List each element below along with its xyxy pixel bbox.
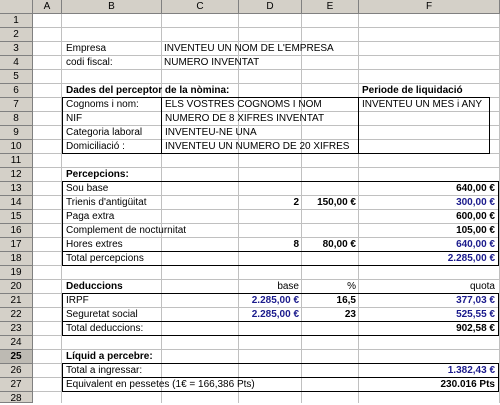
- row-header-6[interactable]: 6: [0, 84, 33, 98]
- row-header-12[interactable]: 12: [0, 168, 33, 182]
- earning-unit-price[interactable]: 80,00 €: [322, 239, 356, 250]
- deductions-header-quota[interactable]: quota: [469, 281, 495, 292]
- row-header-25[interactable]: 25: [0, 350, 33, 364]
- border: [62, 97, 63, 154]
- deduction-base[interactable]: 2.285,00 €: [251, 309, 299, 320]
- deduction-label[interactable]: IRPF: [66, 295, 89, 306]
- earning-amount[interactable]: 300,00 €: [456, 197, 495, 208]
- deductions-section-title[interactable]: Deduccions: [66, 281, 123, 292]
- border: [62, 181, 63, 266]
- border: [62, 363, 63, 392]
- deductions-header-base[interactable]: base: [277, 281, 299, 292]
- earning-amount[interactable]: 105,00 €: [456, 225, 495, 236]
- row-header-26[interactable]: 26: [0, 364, 33, 378]
- row-header-19[interactable]: 19: [0, 266, 33, 280]
- nif-value[interactable]: NUMERO DE 8 XIFRES INVENTAT: [165, 113, 325, 124]
- earning-label[interactable]: Sou base: [66, 183, 109, 194]
- company-label[interactable]: Empresa: [66, 43, 107, 54]
- column-header-c[interactable]: C: [162, 0, 239, 14]
- row-header-8[interactable]: 8: [0, 112, 33, 126]
- border: [498, 181, 499, 266]
- row-header-2[interactable]: 2: [0, 28, 33, 42]
- earnings-section-title[interactable]: Percepcions:: [66, 169, 129, 180]
- deduction-base[interactable]: 2.285,00 €: [251, 295, 299, 306]
- row-header-10[interactable]: 10: [0, 140, 33, 154]
- tax-code-value[interactable]: NUMERO INVENTAT: [164, 57, 260, 68]
- name-value[interactable]: ELS VOSTRES COGNOMS I NOM: [165, 99, 322, 110]
- row-header-28[interactable]: 28: [0, 392, 33, 403]
- total-earnings-amount[interactable]: 2.285,00 €: [447, 253, 495, 264]
- border: [358, 97, 359, 154]
- earning-label[interactable]: Trienis d'antigüitat: [66, 197, 147, 208]
- deduction-quota[interactable]: 525,55 €: [456, 309, 495, 320]
- category-label[interactable]: Categoria laboral: [66, 127, 143, 138]
- row-header-24[interactable]: 24: [0, 336, 33, 350]
- total-deductions-label[interactable]: Total deduccions:: [66, 323, 144, 334]
- row-header-7[interactable]: 7: [0, 98, 33, 112]
- row-header-5[interactable]: 5: [0, 70, 33, 84]
- recipient-section-title[interactable]: Dades del perceptor de la nòmina:: [66, 85, 230, 96]
- name-label[interactable]: Cognoms i nom:: [66, 99, 139, 110]
- nif-label[interactable]: NIF: [66, 113, 83, 124]
- deductions-header-percent[interactable]: %: [347, 281, 356, 292]
- earning-quantity[interactable]: 2: [293, 197, 299, 208]
- row-header-20[interactable]: 20: [0, 280, 33, 294]
- deduction-quota[interactable]: 377,03 €: [456, 295, 495, 306]
- earning-amount[interactable]: 640,00 €: [456, 239, 495, 250]
- row-header-23[interactable]: 23: [0, 322, 33, 336]
- border: [498, 293, 499, 336]
- earning-quantity[interactable]: 8: [293, 239, 299, 250]
- row-header-15[interactable]: 15: [0, 210, 33, 224]
- row-header-14[interactable]: 14: [0, 196, 33, 210]
- border: [498, 363, 499, 392]
- row-header-16[interactable]: 16: [0, 224, 33, 238]
- earning-amount[interactable]: 600,00 €: [456, 211, 495, 222]
- row-header-27[interactable]: 27: [0, 378, 33, 392]
- select-all-corner[interactable]: [0, 0, 33, 14]
- row-header-4[interactable]: 4: [0, 56, 33, 70]
- bank-account-value[interactable]: INVENTEU UN NUMERO DE 20 XIFRES: [165, 141, 350, 152]
- deduction-label[interactable]: Seguretat social: [66, 309, 138, 320]
- border: [62, 293, 63, 336]
- column-header-a[interactable]: A: [33, 0, 62, 14]
- border: [358, 153, 490, 154]
- earning-label[interactable]: Paga extra: [66, 211, 115, 222]
- category-value[interactable]: INVENTEU-NE UNA: [165, 127, 257, 138]
- net-pay-section-title[interactable]: Líquid a percebre:: [66, 351, 153, 362]
- row-header-9[interactable]: 9: [0, 126, 33, 140]
- earning-label[interactable]: Hores extres: [66, 239, 123, 250]
- border: [161, 97, 162, 154]
- earning-amount[interactable]: 640,00 €: [456, 183, 495, 194]
- row-header-22[interactable]: 22: [0, 308, 33, 322]
- column-header-d[interactable]: D: [239, 0, 302, 14]
- row-header-11[interactable]: 11: [0, 154, 33, 168]
- gridline: [33, 27, 500, 28]
- column-header-b[interactable]: B: [62, 0, 162, 14]
- total-deductions-amount[interactable]: 902,58 €: [456, 323, 495, 334]
- earning-label[interactable]: Complement de nocturnitat: [66, 225, 187, 236]
- column-header-e[interactable]: E: [302, 0, 359, 14]
- total-earnings-label[interactable]: Total percepcions: [66, 253, 144, 264]
- row-header-1[interactable]: 1: [0, 14, 33, 28]
- column-header-f[interactable]: F: [359, 0, 500, 14]
- earning-unit-price[interactable]: 150,00 €: [317, 197, 356, 208]
- row-header-18[interactable]: 18: [0, 252, 33, 266]
- period-value[interactable]: INVENTEU UN MES i ANY: [362, 99, 483, 110]
- row-header-3[interactable]: 3: [0, 42, 33, 56]
- bank-account-label[interactable]: Domiciliació :: [66, 141, 125, 152]
- net-pay-label[interactable]: Total a ingressar:: [66, 365, 143, 376]
- pesetas-equivalent-amount[interactable]: 230.016 Pts: [440, 379, 495, 390]
- row-header-13[interactable]: 13: [0, 182, 33, 196]
- pesetas-equivalent-label[interactable]: Equivalent en pessetes (1€ = 166,386 Pts): [66, 379, 255, 390]
- row-header-17[interactable]: 17: [0, 238, 33, 252]
- deduction-percent[interactable]: 16,5: [336, 295, 356, 306]
- period-section-title[interactable]: Periode de liquidació: [362, 85, 463, 96]
- net-pay-amount[interactable]: 1.382,43 €: [447, 365, 495, 376]
- row-header-21[interactable]: 21: [0, 294, 33, 308]
- tax-code-label[interactable]: codi fiscal:: [66, 57, 113, 68]
- company-value[interactable]: INVENTEU UN NOM DE L'EMPRESA: [164, 43, 334, 54]
- deduction-percent[interactable]: 23: [344, 309, 356, 320]
